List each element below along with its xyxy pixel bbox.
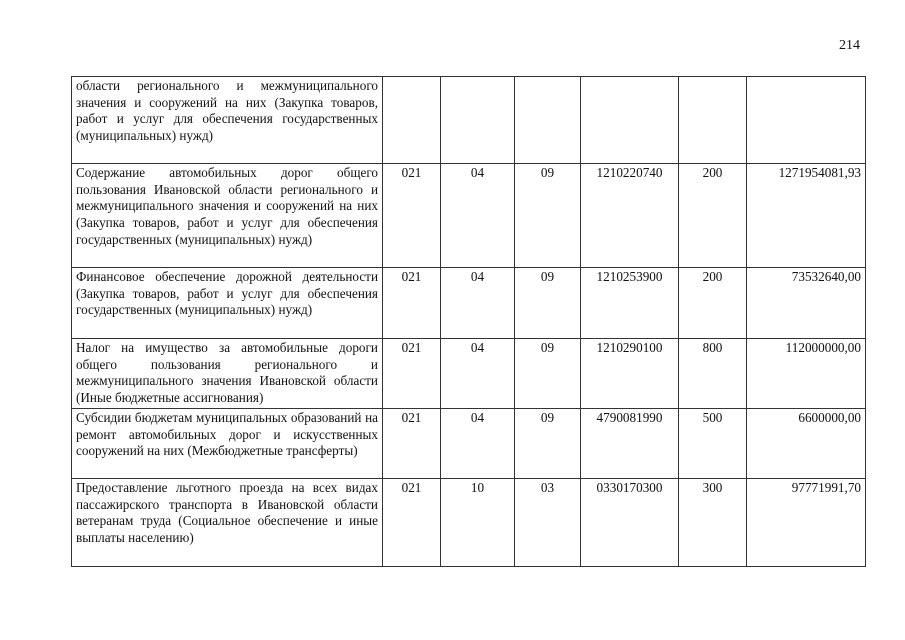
row-description: Финансовое обеспечение дорожной деятельности (Закупка товаров, работ и услуг для обеспечения государственных (муниципальных) нужд) xyxy=(72,268,383,339)
table-row xyxy=(72,339,866,409)
subsection-code: 09 xyxy=(515,164,581,268)
subsection-code: 09 xyxy=(515,339,581,409)
target-item-code: 0330170300 xyxy=(581,479,679,567)
target-item-code xyxy=(581,77,679,164)
amount xyxy=(747,77,866,164)
row-description: Налог на имущество за автомобильные дороги общего пользования регионального и межмуниципального значения Ивановской области (Иные бюджетные ассигнования) xyxy=(72,339,383,409)
ministry-code: 021 xyxy=(383,164,441,268)
subsection-code: 09 xyxy=(515,268,581,339)
expense-type-code xyxy=(679,77,747,164)
row-description: области регионального и межмуниципального значения и сооружений на них (Закупка товаров, работ и услуг для обеспечения государственных (муниципальных) нужд) xyxy=(72,77,383,164)
section-code: 04 xyxy=(441,409,515,479)
table-row xyxy=(72,164,866,268)
table-row xyxy=(72,268,866,339)
amount: 97771991,70 xyxy=(747,479,866,567)
amount: 6600000,00 xyxy=(747,409,866,479)
row-description: Содержание автомобильных дорог общего пользования Ивановской области регионального и межмуниципального значения и сооружений на них (Закупка товаров, работ и услуг для обеспечения государственных (муниципальных) нужд) xyxy=(72,164,383,268)
row-description: Предоставление льготного проезда на всех видах пассажирского транспорта в Ивановской области ветеранам труда (Социальное обеспечение и иные выплаты населению) xyxy=(72,479,383,567)
table-row xyxy=(72,479,866,567)
amount: 112000000,00 xyxy=(747,339,866,409)
target-item-code: 4790081990 xyxy=(581,409,679,479)
ministry-code: 021 xyxy=(383,409,441,479)
subsection-code: 03 xyxy=(515,479,581,567)
row-description: Субсидии бюджетам муниципальных образований на ремонт автомобильных дорог и искусственных сооружений на них (Межбюджетные трансферты) xyxy=(72,409,383,479)
table-row xyxy=(72,409,866,479)
ministry-code: 021 xyxy=(383,268,441,339)
target-item-code: 1210220740 xyxy=(581,164,679,268)
expense-type-code: 300 xyxy=(679,479,747,567)
table-row xyxy=(72,77,866,164)
target-item-code: 1210253900 xyxy=(581,268,679,339)
subsection-code: 09 xyxy=(515,409,581,479)
section-code: 04 xyxy=(441,164,515,268)
budget-table xyxy=(71,76,866,567)
section-code xyxy=(441,77,515,164)
amount: 73532640,00 xyxy=(747,268,866,339)
expense-type-code: 500 xyxy=(679,409,747,479)
expense-type-code: 200 xyxy=(679,268,747,339)
ministry-code: 021 xyxy=(383,339,441,409)
amount: 1271954081,93 xyxy=(747,164,866,268)
section-code: 10 xyxy=(441,479,515,567)
ministry-code: 021 xyxy=(383,479,441,567)
page-number: 214 xyxy=(839,38,860,53)
ministry-code xyxy=(383,77,441,164)
target-item-code: 1210290100 xyxy=(581,339,679,409)
section-code: 04 xyxy=(441,268,515,339)
subsection-code xyxy=(515,77,581,164)
expense-type-code: 800 xyxy=(679,339,747,409)
expense-type-code: 200 xyxy=(679,164,747,268)
section-code: 04 xyxy=(441,339,515,409)
